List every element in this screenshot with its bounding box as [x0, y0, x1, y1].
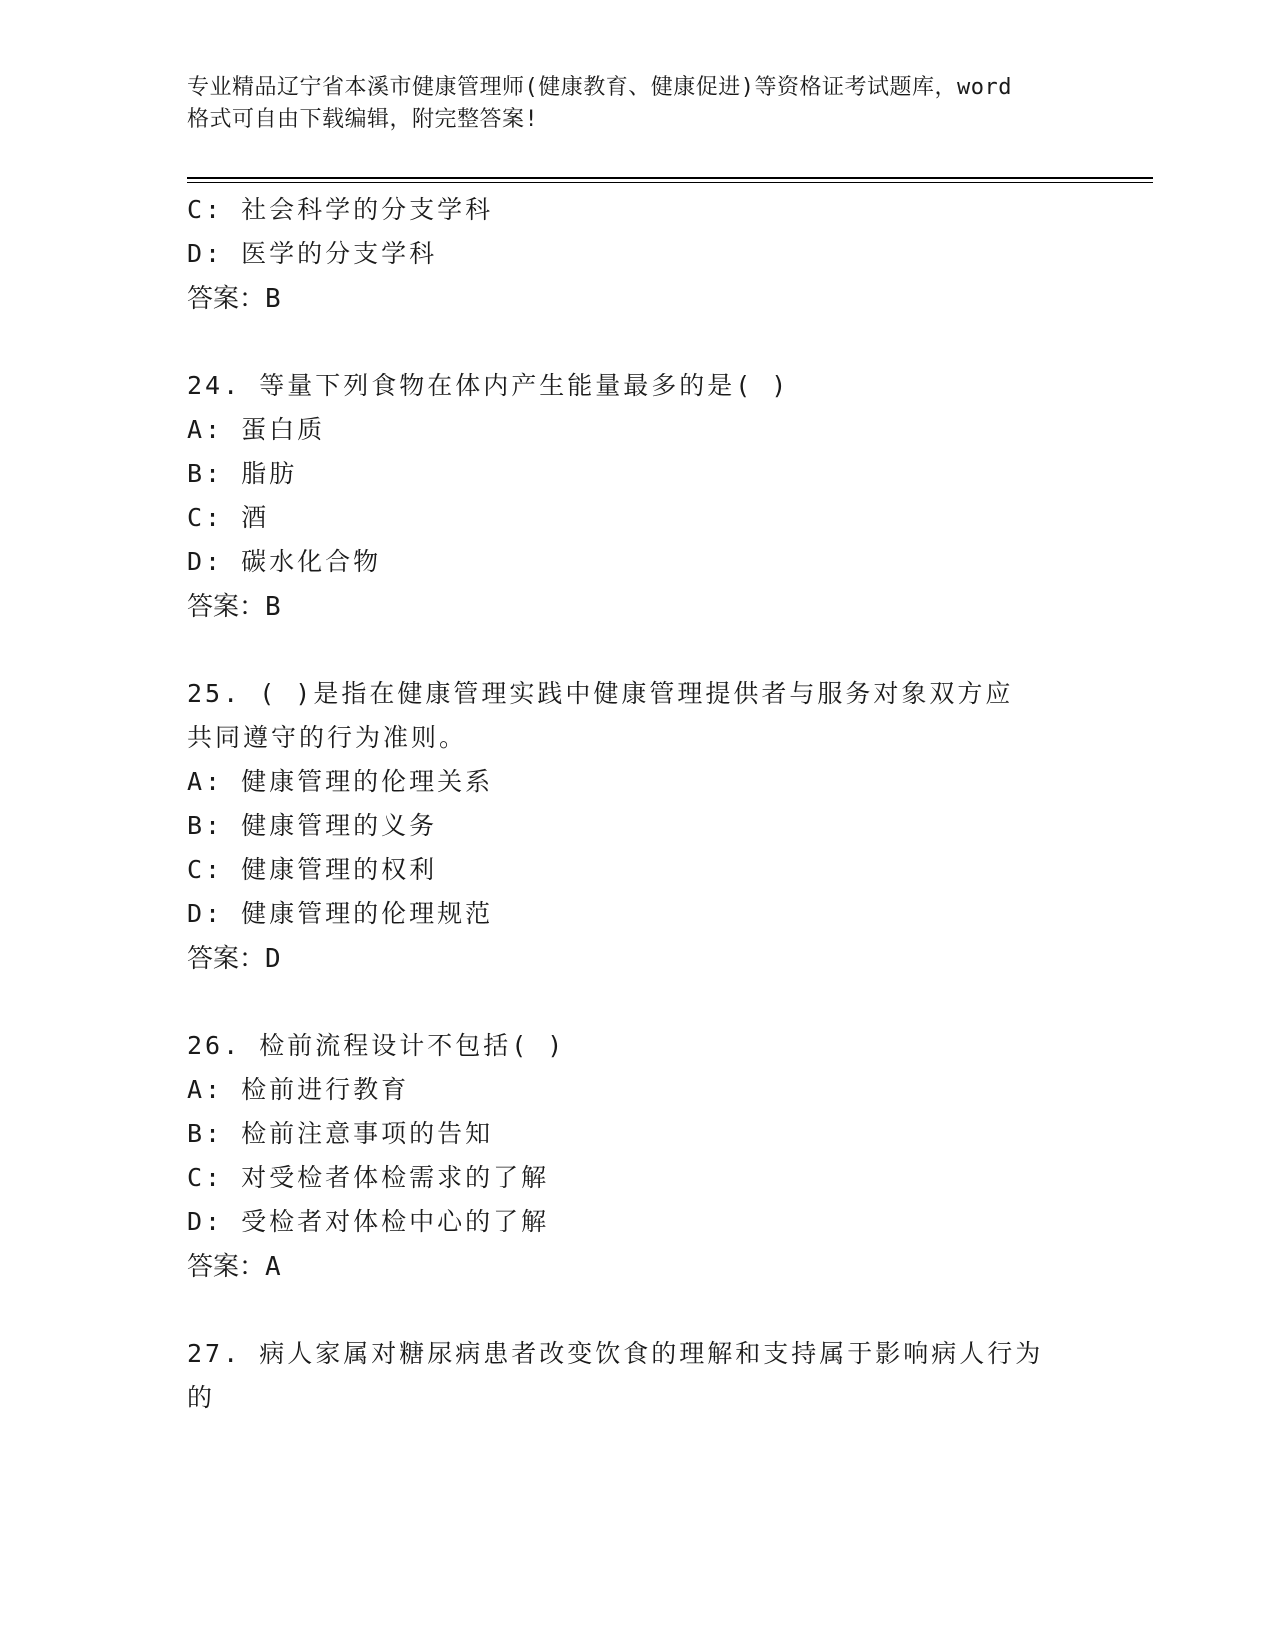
q25-option-b: B: 健康管理的义务 — [187, 811, 438, 840]
q24-stem: 24. 等量下列食物在体内产生能量最多的是( ) — [187, 371, 790, 400]
q25-option-a: A: 健康管理的伦理关系 — [187, 767, 494, 796]
header-divider-thin — [187, 182, 1153, 183]
q25-stem-line-1: 25. ( )是指在健康管理实践中健康管理提供者与服务对象双方应 — [187, 679, 1014, 708]
q26-answer: 答案：A — [187, 1252, 281, 1282]
q26-option-a: A: 检前进行教育 — [187, 1075, 410, 1104]
q27-stem-line-2: 的 — [187, 1383, 216, 1412]
q26-stem: 26. 检前流程设计不包括( ) — [187, 1031, 566, 1060]
header-line-1: 专业精品辽宁省本溪市健康管理师(健康教育、健康促进)等资格证考试题库，word — [187, 75, 1012, 100]
document-header — [187, 72, 1087, 136]
q25-option-d: D: 健康管理的伦理规范 — [187, 899, 494, 928]
header-divider-thick — [187, 177, 1153, 179]
q25-option-c: C: 健康管理的权利 — [187, 855, 438, 884]
q23-option-c: C: 社会科学的分支学科 — [187, 195, 494, 224]
q24-option-a: A: 蛋白质 — [187, 415, 326, 444]
q26-option-c: C: 对受检者体检需求的了解 — [187, 1163, 550, 1192]
q24-option-b: B: 脂肪 — [187, 459, 298, 488]
q26-option-b: B: 检前注意事项的告知 — [187, 1119, 494, 1148]
q25-stem-line-2: 共同遵守的行为准则。 — [187, 723, 468, 752]
q26-option-d: D: 受检者对体检中心的了解 — [187, 1207, 550, 1236]
header-line-2: 格式可自由下载编辑，附完整答案! — [187, 107, 539, 132]
q24-option-c: C: 酒 — [187, 503, 270, 532]
q24-option-d: D: 碳水化合物 — [187, 547, 382, 576]
q25-answer: 答案：D — [187, 944, 281, 974]
q23-option-d: D: 医学的分支学科 — [187, 239, 438, 268]
q27-stem-line-1: 27. 病人家属对糖尿病患者改变饮食的理解和支持属于影响病人行为 — [187, 1339, 1044, 1368]
q23-answer: 答案：B — [187, 284, 281, 314]
q24-answer: 答案：B — [187, 592, 281, 622]
